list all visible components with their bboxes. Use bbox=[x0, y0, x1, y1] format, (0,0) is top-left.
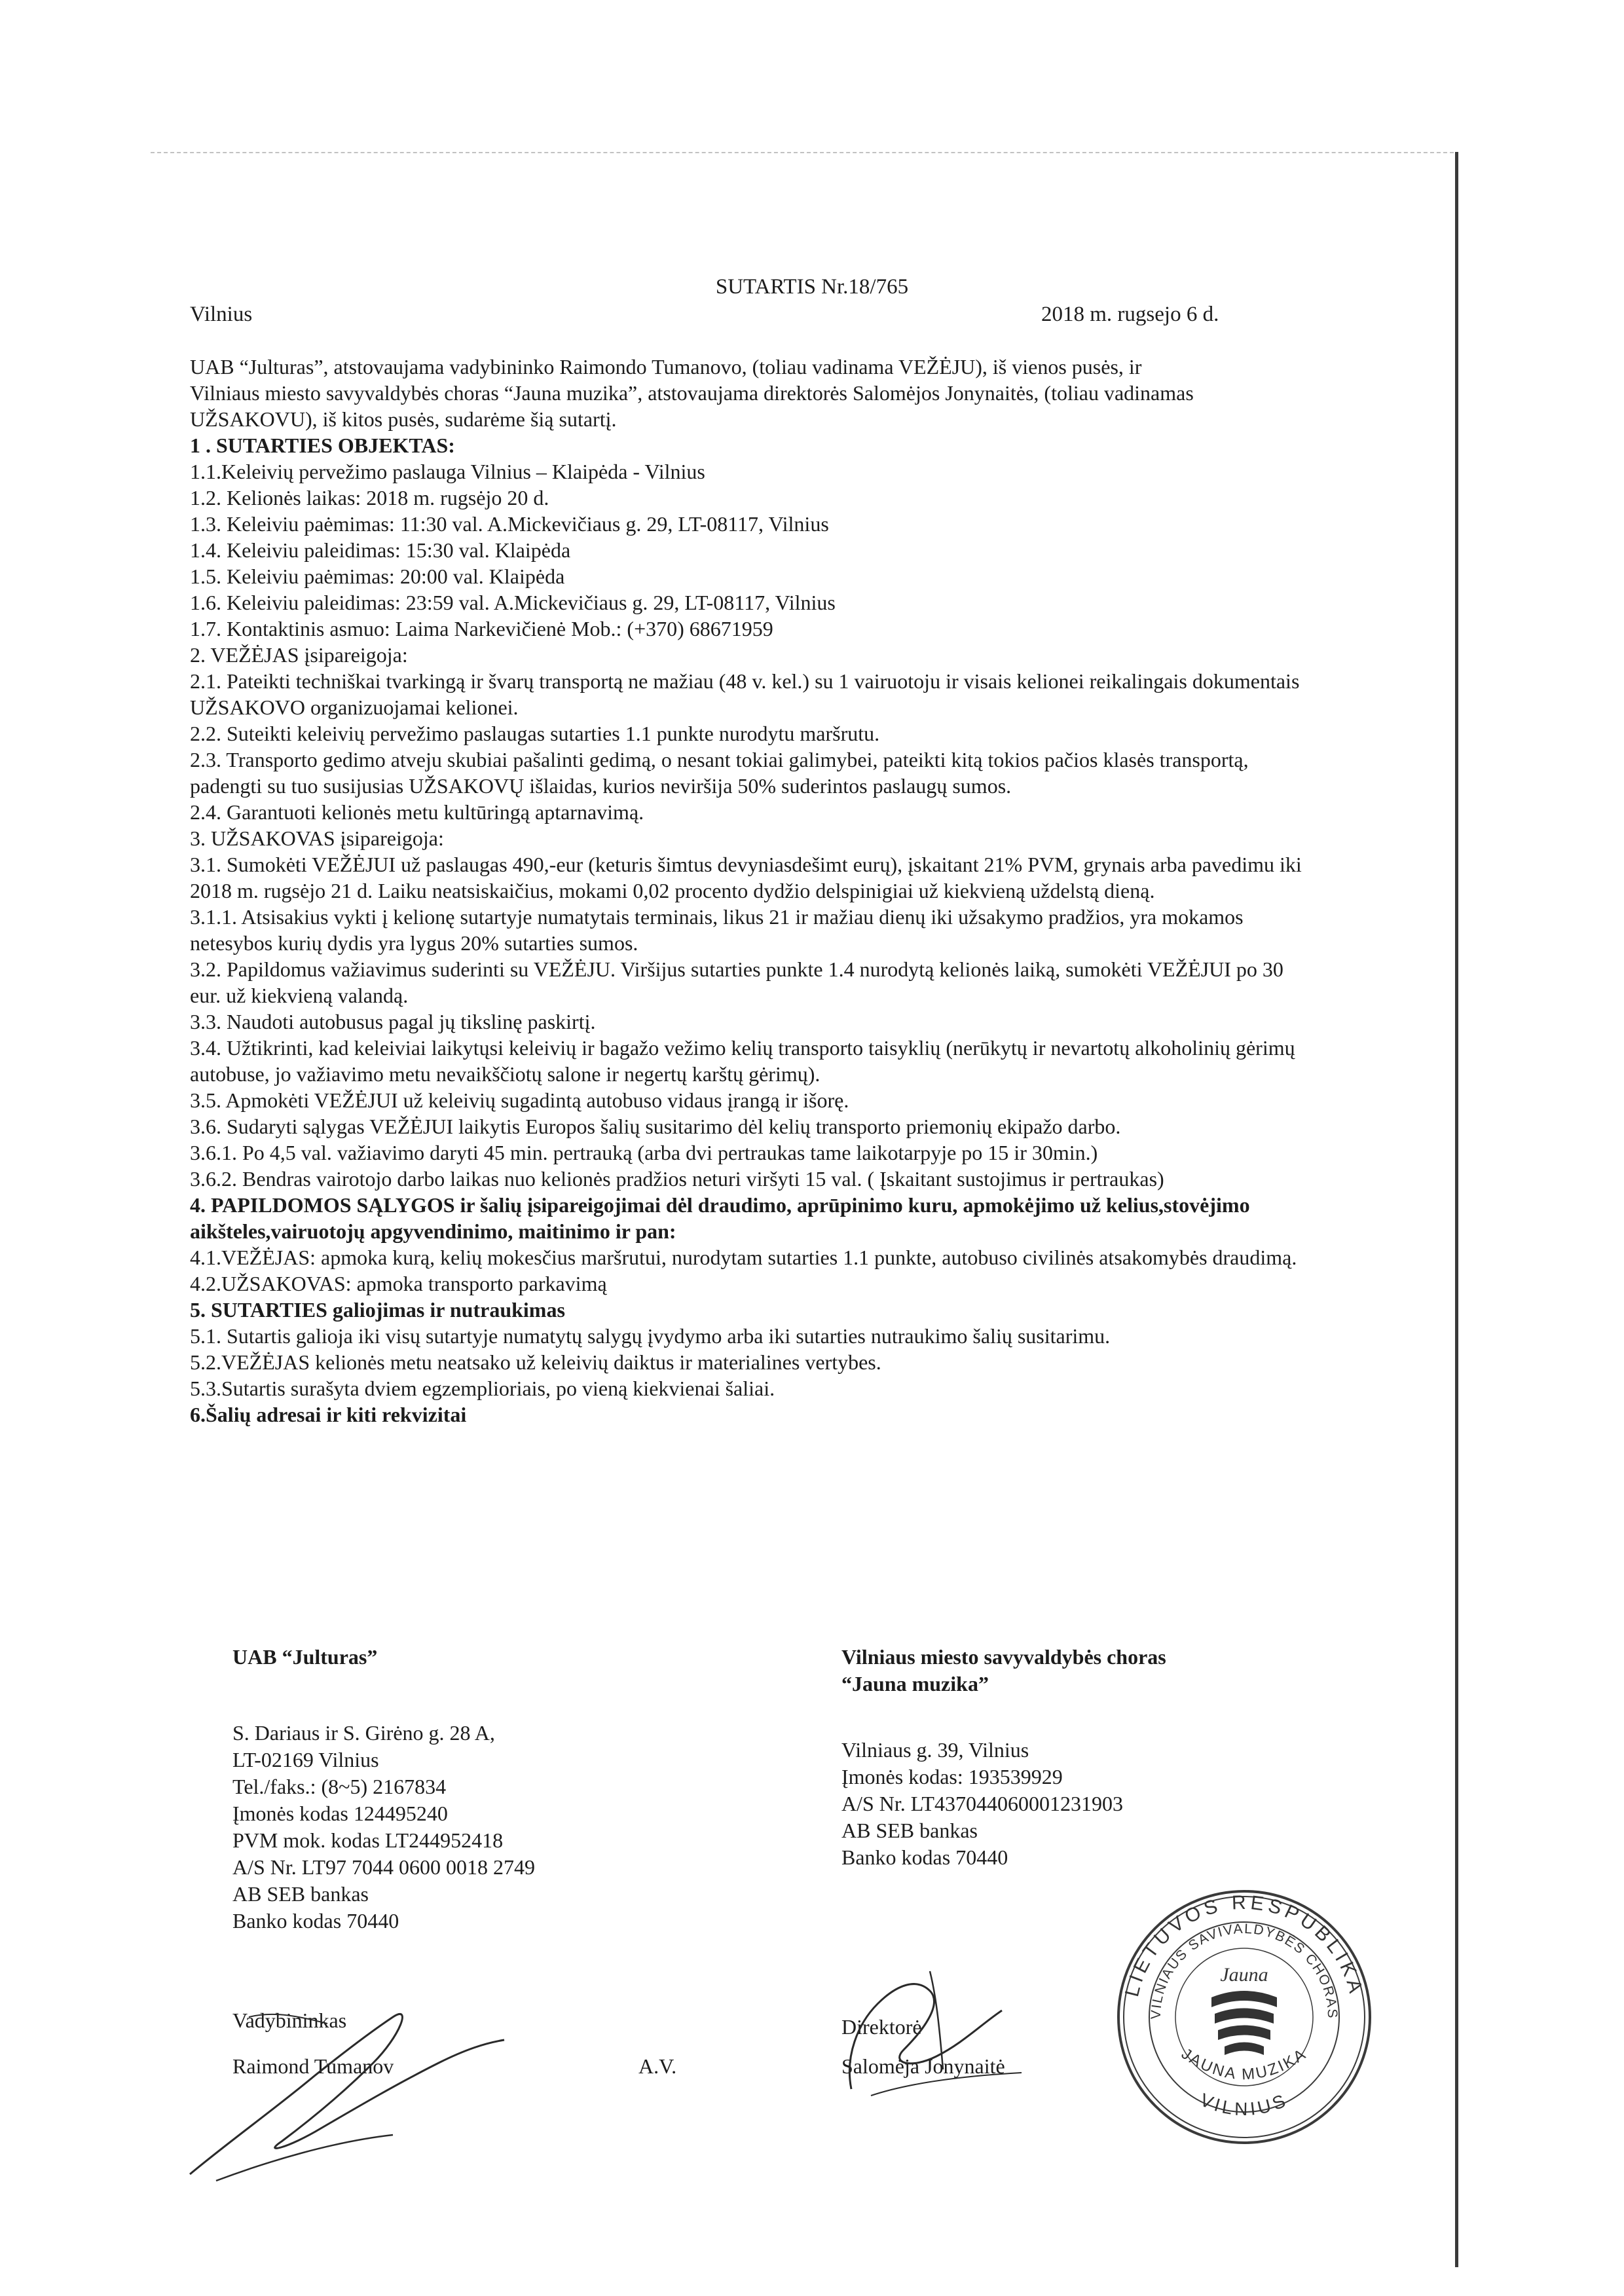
paragraph-intro-2: Vilniaus miesto savyvaldybės choras “Jauna muzika”, atstovaujama direktorės Salomėjos Jonynaitės, (toliau vadinamas UŽSAKOVU), iš kitos pusės, sudarėme šią sutartį. bbox=[190, 381, 1194, 431]
carrier-account: A/S Nr. LT97 7044 0600 0018 2749 bbox=[232, 1855, 535, 1879]
clause-5-1: 5.1. Sutartis galioja iki visų sutartyje numatytų salygų įvydymo arba iki sutarties nutraukimo šalių susitarimu. bbox=[190, 1324, 1111, 1348]
clause-3-4: 3.4. Užtikrinti, kad keleiviai laikytųsi keleivių ir bagažo vežimo kelių transporto taisyklių (nerūkytų ir nevartotų alkoholinių gėrimų autobuse, jo važiavimo metu nevaikščiotų salone ir negertų karštų gėrimų). bbox=[190, 1036, 1295, 1086]
client-signatory: Salomėja Jonynaitė bbox=[841, 2054, 1005, 2078]
client-bank-code: Banko kodas 70440 bbox=[841, 1845, 1008, 1869]
carrier-vat-code: PVM mok. kodas LT244952418 bbox=[232, 1828, 504, 1852]
carrier-signatory: Raimond Tumanov bbox=[232, 2054, 394, 2078]
carrier-postcode: LT-02169 Vilnius bbox=[232, 1748, 379, 1771]
clause-3-1: 3.1. Sumokėti VEŽĖJUI už paslaugas 490,-eur (keturis šimtus devyniasdešimt eurų), įskaitant 21% PVM, grynais arba pavedimu iki 2018 m. rugsėjo 21 d. Laiku neatsiskaičius, mokami 0,02 procento dydžio delspinigiai už kiekvieną uždelstą dieną. bbox=[190, 853, 1302, 902]
stamp-center-text: Jauna bbox=[1220, 1964, 1268, 1986]
section-1-heading: 1 . SUTARTIES OBJEKTAS: bbox=[190, 434, 455, 457]
paragraph-intro-1: UAB “Julturas”, atstovaujama vadybininko Raimondo Tumanovo, (toliau vadinama VEŽĖJU), iš vienos pusės, ir bbox=[190, 355, 1142, 379]
client-account: A/S Nr. LT437044060001231903 bbox=[841, 1792, 1123, 1815]
carrier-phone: Tel./faks.: (8~5) 2167834 bbox=[232, 1775, 447, 1798]
client-requisites bbox=[841, 1737, 1333, 1871]
clause-1-5: 1.5. Keleiviu paėmimas: 20:00 val. Klaipėda bbox=[190, 565, 565, 588]
section-2-heading: 2. VEŽĖJAS įsipareigoja: bbox=[190, 643, 408, 667]
client-role: Direktorė bbox=[841, 2015, 922, 2039]
carrier-signature bbox=[177, 1978, 517, 2194]
clause-2-1: 2.1. Pateikti techniškai tvarkingą ir švarų transportą ne mažiau (48 v. kel.) su 1 vairuotoju ir visais kelionei reikalingais dokumentais UŽSAKOVO organizuojamai kelionei. bbox=[190, 669, 1300, 719]
clause-5-3: 5.3.Sutartis surašyta dviem egzemplioriais, po vieną kiekvienai šaliai. bbox=[190, 1377, 775, 1400]
clause-3-1-1: 3.1.1. Atsisakius vykti į kelionę sutartyje numatytais terminais, likus 21 ir mažiau dienų iki užsakymo pradžios, yra mokamos netesybos kurių dydis yra lygus 20% sutarties sumos. bbox=[190, 905, 1244, 955]
scan-edge-top bbox=[151, 152, 1454, 153]
contract-body bbox=[190, 354, 1316, 1428]
clause-1-7: 1.7. Kontaktinis asmuo: Laima Narkevičienė Mob.: (+370) 68671959 bbox=[190, 617, 773, 640]
stamp-inner-text: VILNIAUS SAVIVALDYBĖS CHORAS bbox=[1148, 1921, 1340, 2020]
client-company-code: Įmonės kodas: 193539929 bbox=[841, 1765, 1063, 1788]
clause-2-2: 2.2. Suteikti keleivių pervežimo paslaugas sutarties 1.1 punkte nurodytu maršrutu. bbox=[190, 722, 880, 745]
clause-1-1: 1.1.Keleivių pervežimo paslauga Vilnius – Klaipėda - Vilnius bbox=[190, 460, 705, 483]
clause-4-1: 4.1.VEŽĖJAS: apmoka kurą, kelių mokesčius maršrutui, nurodytam sutarties 1.1 punkte, autobuso civilinės atsakomybės draudimą. bbox=[190, 1246, 1297, 1269]
organization-stamp bbox=[1113, 1886, 1375, 2148]
section-6-heading: 6.Šalių adresai ir kiti rekvizitai bbox=[190, 1403, 467, 1426]
carrier-bank: AB SEB bankas bbox=[232, 1882, 369, 1906]
section-3-heading: 3. UŽSAKOVAS įsipareigoja: bbox=[190, 826, 444, 850]
client-bank: AB SEB bankas bbox=[841, 1819, 978, 1842]
clause-3-6: 3.6. Sudaryti sąlygas VEŽĖJUI laikytis Europos šalių susitarimo dėl kelių transporto priemonių ekipažo darbo. bbox=[190, 1115, 1121, 1138]
stamp-band-text: JAUNA MUZIKA bbox=[1178, 2045, 1310, 2084]
clause-2-3: 2.3. Transporto gedimo atveju skubiai pašalinti gedimą, o nesant tokiai galimybei, pateikti kitą tokios pačios klasės transportą, padengti su tuo susijusias UŽSAKOVŲ išlaidas, kurios neviršija 50% suderintos paslaugų sumos. bbox=[190, 748, 1249, 798]
clause-3-3: 3.3. Naudoti autobusus pagal jų tikslinę paskirtį. bbox=[190, 1010, 596, 1033]
carrier-role: Vadybininkas bbox=[232, 2009, 347, 2032]
clause-1-3: 1.3. Keleiviu paėmimas: 11:30 val. A.Mickevičiaus g. 29, LT-08117, Vilnius bbox=[190, 512, 829, 536]
clause-4-2: 4.2.UŽSAKOVAS: apmoka transporto parkavimą bbox=[190, 1272, 607, 1295]
section-5-heading: 5. SUTARTIES galiojimas ir nutraukimas bbox=[190, 1298, 565, 1322]
client-signature bbox=[832, 1932, 1048, 2102]
stamp-bottom-text: VILNIUS bbox=[1197, 2089, 1291, 2120]
carrier-name: UAB “Julturas” bbox=[232, 1645, 378, 1669]
client-name-line2: “Jauna muzika” bbox=[841, 1672, 989, 1695]
carrier-address: S. Dariaus ir S. Girėno g. 28 A, bbox=[232, 1721, 495, 1745]
clause-1-4: 1.4. Keleiviu paleidimas: 15:30 val. Klaipėda bbox=[190, 538, 571, 562]
client-name-line1: Vilniaus miesto savyvaldybės choras bbox=[841, 1645, 1166, 1669]
clause-3-5: 3.5. Apmokėti VEŽĖJUI už keleivių sugadintą autobuso vidaus įrangą ir išorę. bbox=[190, 1088, 849, 1112]
client-address: Vilniaus g. 39, Vilnius bbox=[841, 1738, 1029, 1762]
carrier-details bbox=[232, 1644, 756, 1935]
clause-1-2: 1.2. Kelionės laikas: 2018 m. rugsėjo 20 d. bbox=[190, 486, 549, 509]
stamp-outer-text: LIETUVOS RESPUBLIKA bbox=[1121, 1891, 1368, 1999]
carrier-company-code: Įmonės kodas 124495240 bbox=[232, 1802, 448, 1825]
clause-3-6-2: 3.6.2. Bendras vairotojo darbo laikas nuo kelionės pradžios neturi viršyti 15 val. ( Įskaitant sustojimus ir pertraukas) bbox=[190, 1167, 1164, 1191]
carrier-requisites bbox=[232, 1720, 756, 1935]
clause-5-2: 5.2.VEŽĖJAS kelionės metu neatsako už keleivių daiktus ir materialines vertybes. bbox=[190, 1350, 881, 1374]
document-title: SUTARTIS Nr.18/765 bbox=[715, 275, 909, 299]
clause-2-4: 2.4. Garantuoti kelionės metu kultūringą aptarnavimą. bbox=[190, 800, 644, 824]
seal-place-label: A.V. bbox=[638, 2054, 677, 2078]
clause-3-6-1: 3.6.1. Po 4,5 val. važiavimo daryti 45 min. pertrauką (arba dvi pertraukas tame laikotarpyje po 15 ir 30min.) bbox=[190, 1141, 1098, 1164]
client-details bbox=[841, 1644, 1333, 1871]
clause-3-2: 3.2. Papildomus važiavimus suderinti su VEŽĖJU. Viršijus sutarties punkte 1.4 nurodytą kelionės laiką, sumokėti VEŽĖJUI po 30 eur. už kiekvieną valandą. bbox=[190, 957, 1283, 1007]
stamp-emblem bbox=[1211, 1991, 1277, 2055]
clause-1-6: 1.6. Keleiviu paleidimas: 23:59 val. A.Mickevičiaus g. 29, LT-08117, Vilnius bbox=[190, 591, 836, 614]
document-date: 2018 m. rugsejo 6 d. bbox=[1041, 303, 1219, 326]
section-4-heading: 4. PAPILDOMOS SĄLYGOS ir šalių įsipareigojimai dėl draudimo, aprūpinimo kuru, apmokėjimo už kelius,stovėjimo aikšteles,vairuotojų apgyvendinimo, maitinimo ir pan: bbox=[190, 1193, 1250, 1243]
carrier-bank-code: Banko kodas 70440 bbox=[232, 1909, 399, 1933]
document-city: Vilnius bbox=[190, 303, 253, 326]
